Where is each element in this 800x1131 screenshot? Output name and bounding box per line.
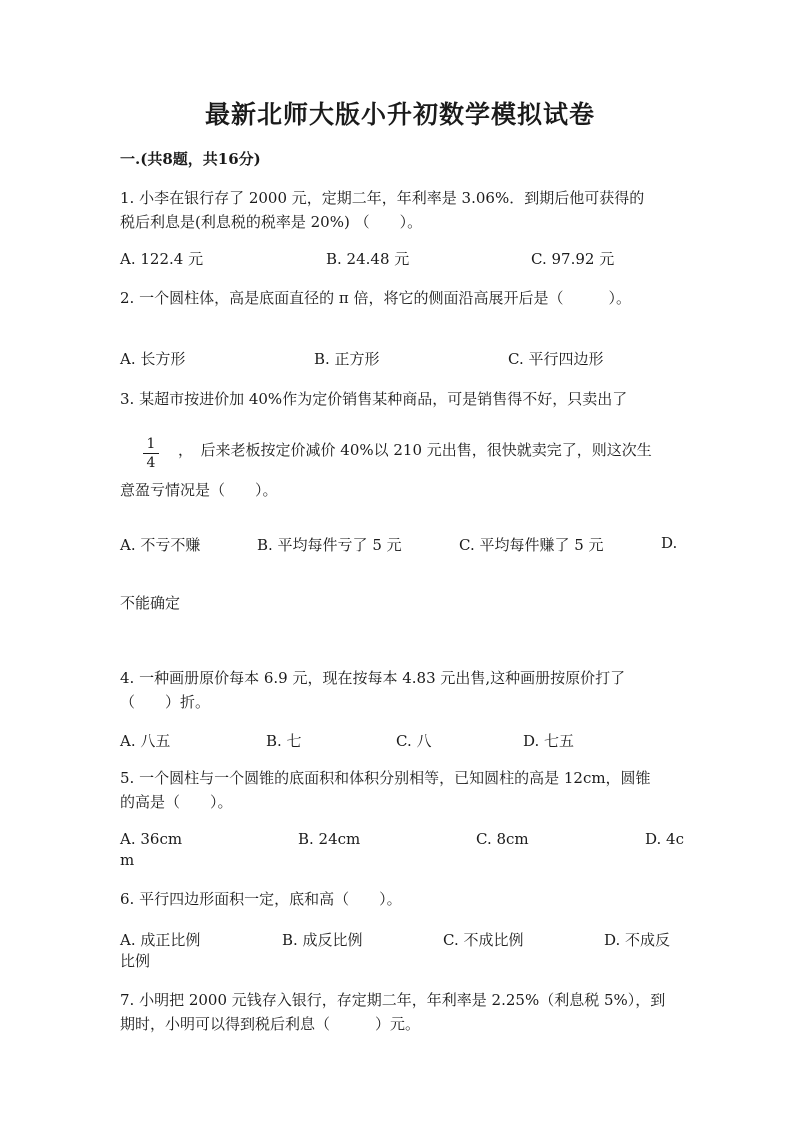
question-1-line-1: 1. 小李在银行存了 2000 元，定期二年，年利率是 3.06%．到期后他可获得的 — [120, 189, 645, 207]
question-7-line-1: 7. 小明把 2000 元钱存入银行，存定期二年，年利率是 2.25%（利息税 5%），到 — [120, 991, 666, 1009]
question-4-option-b: B. 七 — [266, 732, 302, 750]
question-3-option-c: C. 平均每件赚了 5 元 — [459, 536, 604, 554]
question-5-option-d-continued: m — [120, 851, 135, 869]
fraction-denominator: 4 — [146, 455, 156, 471]
question-5-line-1: 5. 一个圆柱与一个圆锥的底面积和体积分别相等，已知圆柱的高是 12cm，圆锥 — [120, 769, 651, 787]
question-5-option-a: A. 36cm — [120, 830, 183, 848]
question-3-line-3: 意盈亏情况是（ ）。 — [120, 481, 278, 499]
question-5-option-b: B. 24cm — [298, 830, 361, 848]
question-6-option-d-continued: 比例 — [120, 952, 151, 970]
question-3-option-b: B. 平均每件亏了 5 元 — [257, 536, 402, 554]
question-2-option-c: C. 平行四边形 — [508, 350, 604, 368]
question-6-line-1: 6. 平行四边形面积一定，底和高（ ）。 — [120, 890, 402, 908]
question-4-option-a: A. 八五 — [120, 732, 171, 750]
question-4-line-2: （ ）折。 — [120, 693, 211, 711]
question-3-line-1: 3. 某超市按进价加 40%作为定价销售某种商品，可是销售得不好，只卖出了 — [120, 390, 628, 408]
question-6-option-c: C. 不成比例 — [443, 931, 524, 949]
question-6-option-a: A. 成正比例 — [120, 931, 201, 949]
question-6-option-d: D. 不成反 — [604, 931, 671, 949]
question-4-line-1: 4. 一种画册原价每本 6.9 元，现在按每本 4.83 元出售,这种画册按原价打了 — [120, 669, 626, 687]
question-1-option-c: C. 97.92 元 — [531, 250, 615, 268]
question-4-option-c: C. 八 — [396, 732, 432, 750]
question-5-option-d: D. 4c — [645, 830, 684, 848]
question-3-option-d: D. — [661, 534, 678, 552]
question-2-option-b: B. 正方形 — [314, 350, 380, 368]
question-2-line-1: 2. 一个圆柱体，高是底面直径的 π 倍，将它的侧面沿高展开后是（ ）。 — [120, 289, 631, 307]
question-6-option-b: B. 成反比例 — [282, 931, 363, 949]
question-5-line-2: 的高是（ ）。 — [120, 793, 233, 811]
question-3-option-a: A. 不亏不赚 — [120, 536, 201, 554]
question-1-line-2: 税后利息是(利息税的税率是 20%) （ ）。 — [120, 213, 423, 231]
question-1-option-b: B. 24.48 元 — [326, 250, 410, 268]
fraction-one-quarter — [143, 436, 159, 471]
fraction-bar — [143, 453, 159, 454]
question-7-line-2: 期时，小明可以得到税后利息（ ）元。 — [120, 1015, 421, 1033]
page-title: 最新北师大版小升初数学模拟试卷 — [204, 100, 595, 129]
question-5-option-c: C. 8cm — [476, 830, 529, 848]
question-2-option-a: A. 长方形 — [120, 350, 186, 368]
question-1-option-a: A. 122.4 元 — [120, 250, 204, 268]
fraction-numerator: 1 — [146, 436, 156, 452]
question-3-line-2: ， 后来老板按定价减价 40%以 210 元出售，很快就卖完了，则这次生 — [178, 441, 652, 459]
section-heading: 一.(共8题，共16分) — [120, 150, 261, 168]
question-4-option-d: D. 七五 — [523, 732, 575, 750]
question-3-option-d-continued: 不能确定 — [120, 594, 181, 612]
